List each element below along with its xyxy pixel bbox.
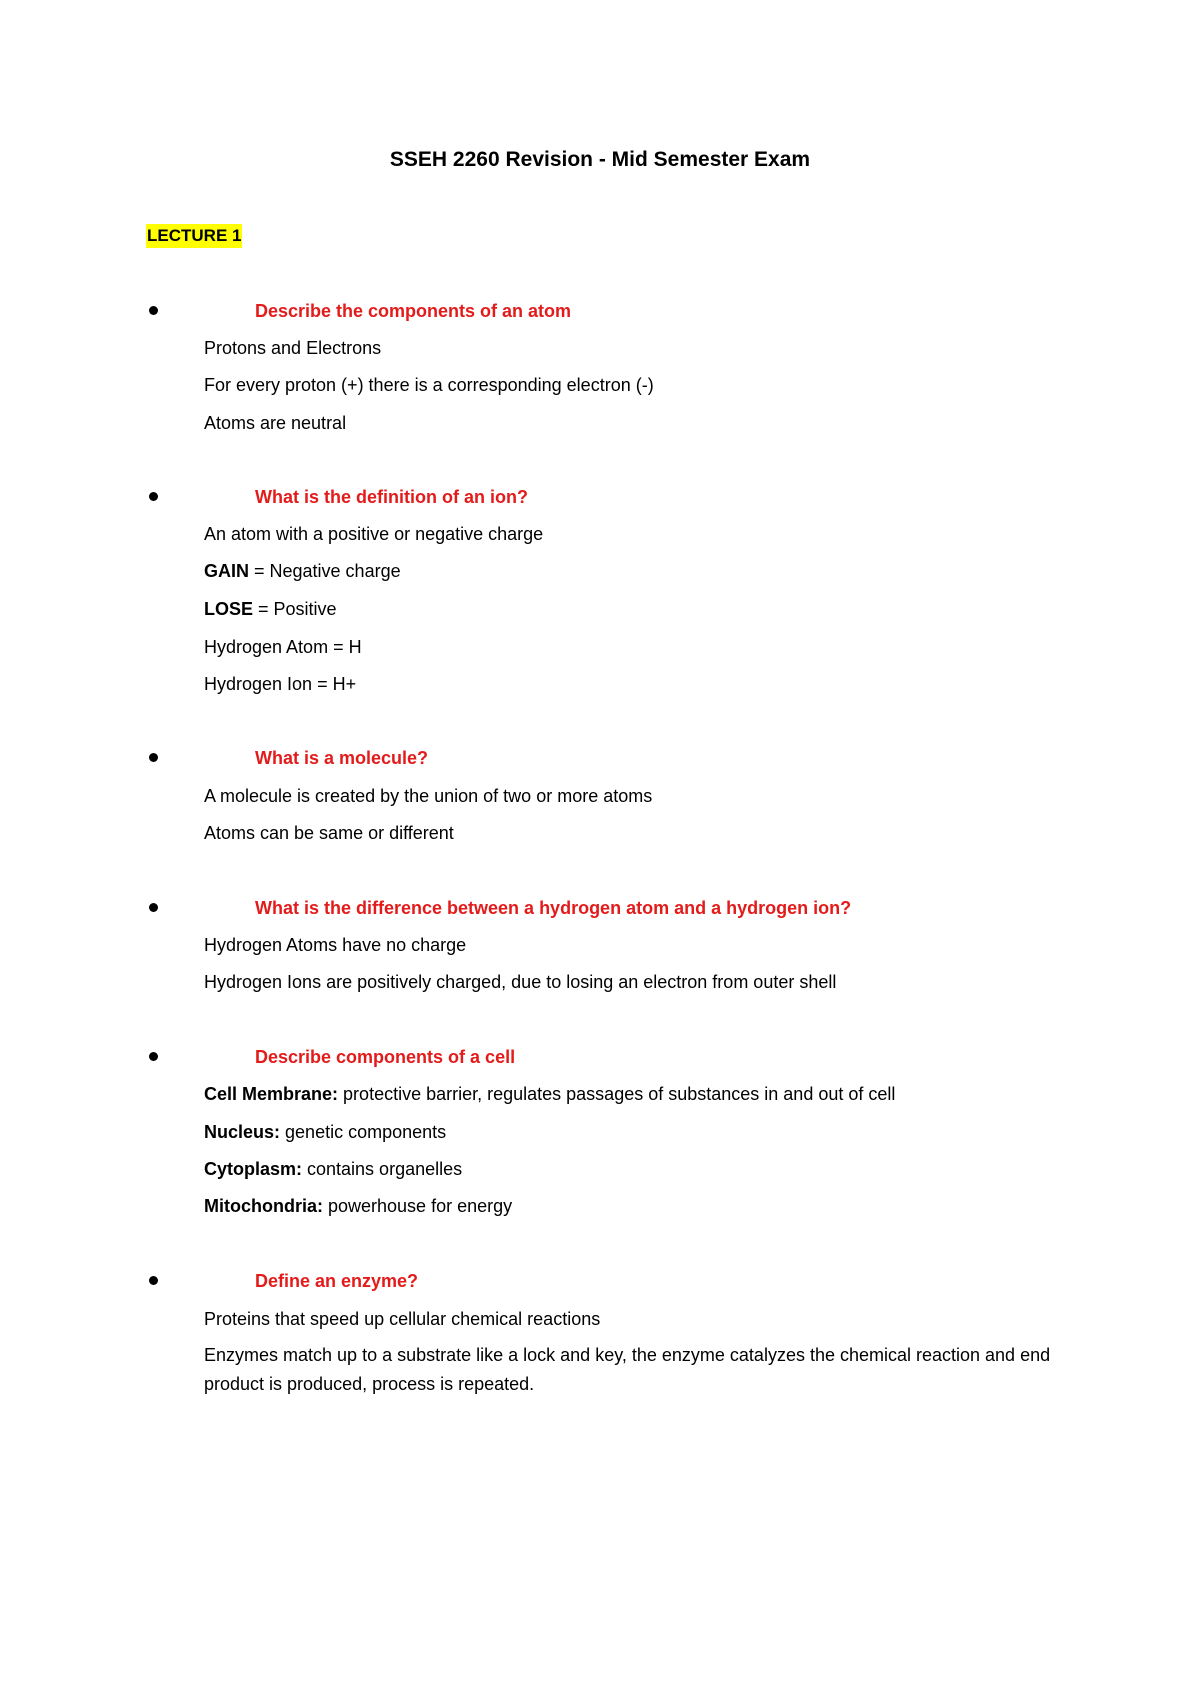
answer-term: Mitochondria: [204, 1196, 323, 1216]
answer-line: Hydrogen Atoms have no charge [204, 935, 467, 955]
question-heading: Describe the components of an atom [255, 301, 572, 321]
answer-term: Cytoplasm: [204, 1159, 303, 1179]
answer-term: LOSE [204, 599, 254, 619]
answer-line [204, 1120, 446, 1144]
answer-line: Atoms are neutral [204, 413, 347, 433]
answer-line [204, 1082, 895, 1106]
question-heading: Define an enzyme? [255, 1271, 419, 1291]
question-heading: Describe components of a cell [255, 1047, 516, 1067]
answer-text: protective barrier, regulates passages of substances in and out of cell [338, 1084, 896, 1104]
answer-line [204, 1194, 512, 1218]
answer-line: Proteins that speed up cellular chemical reactions [204, 1309, 601, 1329]
question-heading: What is the definition of an ion? [255, 487, 528, 507]
lecture-heading: LECTURE 1 [146, 224, 242, 248]
bullet-icon [149, 306, 158, 315]
question-heading: What is the difference between a hydrogen atom and a hydrogen ion? [255, 898, 852, 918]
answer-text: = Negative charge [249, 561, 401, 581]
answer-line: Hydrogen Atom = H [204, 637, 362, 657]
bullet-icon [149, 753, 158, 762]
answer-line: For every proton (+) there is a corresponding electron (-) [204, 375, 654, 395]
answer-term: Cell Membrane: [204, 1084, 339, 1104]
answer-line [204, 1157, 462, 1181]
answer-paragraph: Enzymes match up to a substrate like a lock and key, the enzyme catalyzes the chemical reaction and end product is produced, process is repeated. [204, 1345, 1051, 1394]
document-title: SSEH 2260 Revision - Mid Semester Exam [389, 148, 811, 171]
answer-line: An atom with a positive or negative charge [204, 524, 544, 544]
answer-line: Hydrogen Ion = H+ [204, 674, 357, 694]
bullet-icon [149, 1276, 158, 1285]
answer-line: Atoms can be same or different [204, 823, 454, 843]
answer-text: genetic components [280, 1122, 447, 1142]
answer-term: Nucleus: [204, 1122, 281, 1142]
bullet-icon [149, 1052, 158, 1061]
question-heading: What is a molecule? [255, 748, 429, 768]
answer-line [204, 597, 337, 621]
answer-line [204, 559, 401, 583]
answer-line: Protons and Electrons [204, 338, 382, 358]
answer-term: GAIN [204, 561, 249, 581]
answer-text: contains organelles [302, 1159, 463, 1179]
bullet-icon [149, 492, 158, 501]
answer-text: powerhouse for energy [323, 1196, 513, 1216]
bullet-icon [149, 903, 158, 912]
answer-text: = Positive [253, 599, 337, 619]
answer-line: A molecule is created by the union of two or more atoms [204, 786, 653, 806]
answer-line: Hydrogen Ions are positively charged, due to losing an electron from outer shell [204, 972, 837, 992]
